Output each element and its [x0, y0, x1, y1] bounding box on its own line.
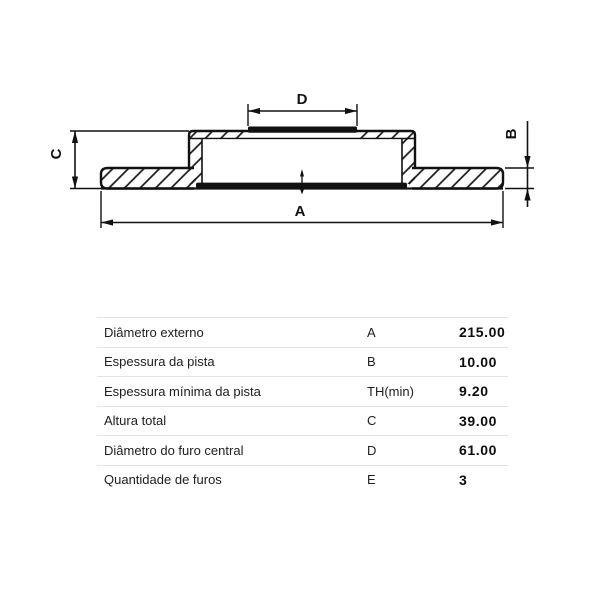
dimension-c-label: C: [48, 148, 65, 160]
spec-label: Diâmetro do furo central: [104, 442, 244, 458]
spec-label: Altura total: [104, 413, 167, 429]
spec-value: 3: [459, 471, 468, 488]
friction-band-right-fill: [409, 168, 503, 189]
spec-code: D: [367, 442, 377, 458]
spec-value: 9.20: [459, 383, 489, 400]
spec-value: 61.00: [459, 442, 498, 459]
friction-band-left-fill: [101, 168, 196, 189]
table-row: [97, 435, 508, 465]
spec-label: Espessura da pista: [104, 354, 215, 370]
spec-code: C: [367, 413, 377, 429]
spec-value: 10.00: [459, 353, 498, 370]
dimension-a-label: A: [294, 203, 306, 220]
spec-table: [97, 317, 508, 494]
spec-code: TH(min): [367, 383, 414, 399]
spec-code: E: [367, 472, 376, 488]
table-row: [97, 347, 508, 377]
spec-value: 215.00: [459, 324, 506, 341]
spec-code: B: [367, 354, 376, 370]
table-row: [97, 465, 508, 495]
brake-disc-diagram: [0, 0, 600, 260]
dimension-d-label: D: [296, 91, 308, 108]
table-row: [97, 376, 508, 406]
table-row: [97, 406, 508, 436]
spec-value: 39.00: [459, 412, 498, 429]
dimension-b-label: B: [503, 128, 520, 140]
spec-label: Quantidade de furos: [104, 472, 222, 488]
spec-label: Diâmetro externo: [104, 324, 204, 340]
spec-label: Espessura mínima da pista: [104, 383, 261, 399]
spec-code: A: [367, 324, 376, 340]
table-row: [97, 317, 508, 347]
